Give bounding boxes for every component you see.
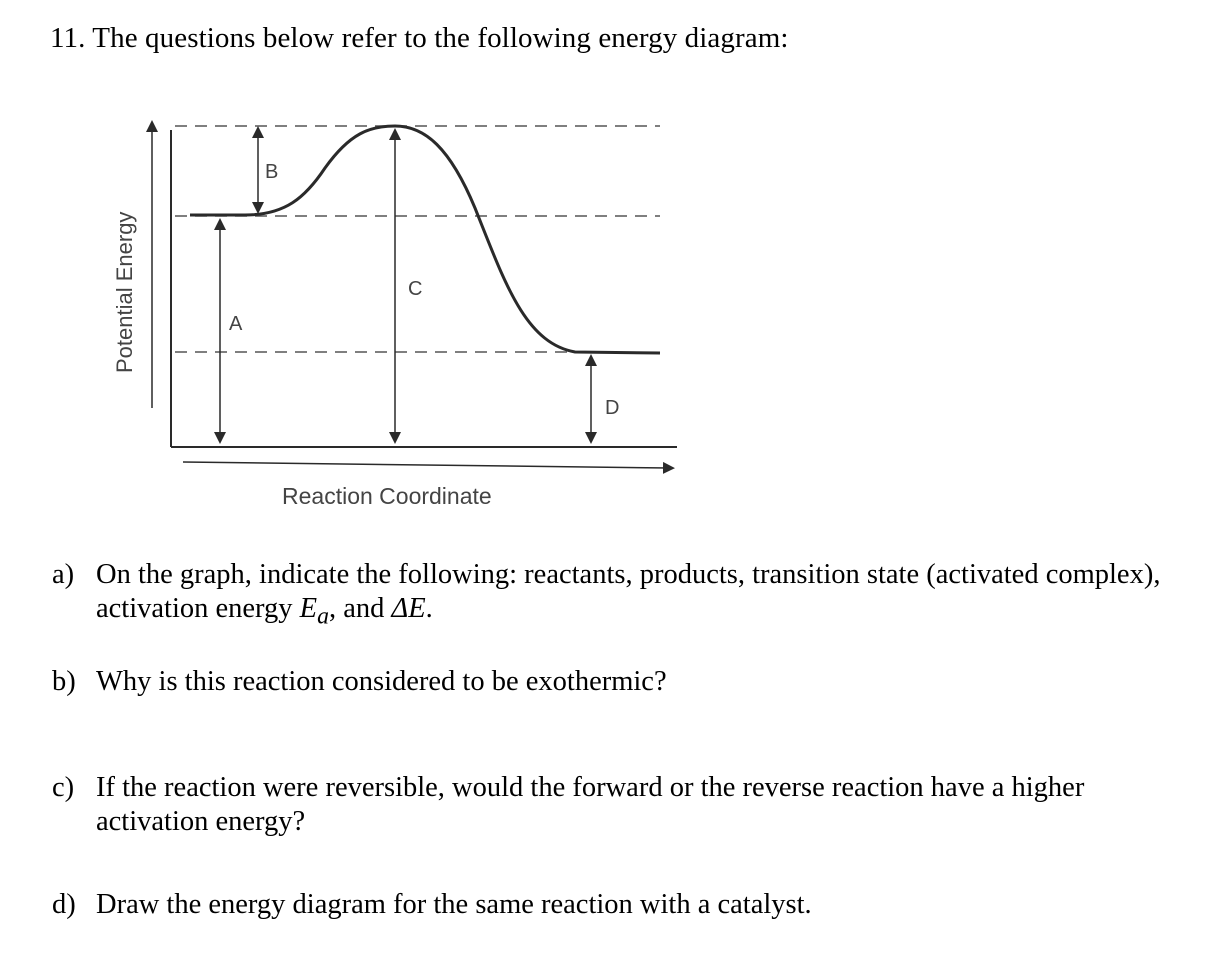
- question-c: [52, 771, 1202, 839]
- y-axis-label: Potential Energy: [112, 211, 137, 373]
- label-c: C: [408, 278, 423, 300]
- reaction-curve: [190, 126, 660, 353]
- question-a-letter: a): [52, 559, 75, 590]
- label-a: A: [229, 313, 243, 335]
- question-a-text: On the graph, indicate the following: reactants, products, transition state (activated complex), activation energy $E_a$, and ΔE.: [96, 559, 1161, 630]
- question-b-text: Why is this reaction considered to be exothermic?: [96, 666, 667, 697]
- energy-diagram: [95, 108, 695, 528]
- question-c-text: If the reaction were reversible, would the forward or the reverse reaction have a higher activation energy?: [96, 772, 1085, 837]
- question-d-letter: d): [52, 889, 76, 920]
- question-d-text: Draw the energy diagram for the same reaction with a catalyst.: [96, 889, 812, 920]
- question-heading: 11. The questions below refer to the following energy diagram:: [50, 22, 789, 54]
- question-b: [52, 665, 1172, 699]
- x-axis-label: Reaction Coordinate: [282, 483, 492, 509]
- question-d: [52, 888, 1172, 922]
- ea-symbol: $E_a$: [299, 593, 329, 630]
- question-c-letter: c): [52, 772, 75, 803]
- delta-e-symbol: ΔE: [391, 593, 426, 624]
- label-d: D: [605, 397, 620, 419]
- question-a: [52, 558, 1172, 634]
- question-b-letter: b): [52, 666, 76, 697]
- x-axis-arrow: [183, 462, 669, 468]
- label-b: B: [265, 161, 279, 183]
